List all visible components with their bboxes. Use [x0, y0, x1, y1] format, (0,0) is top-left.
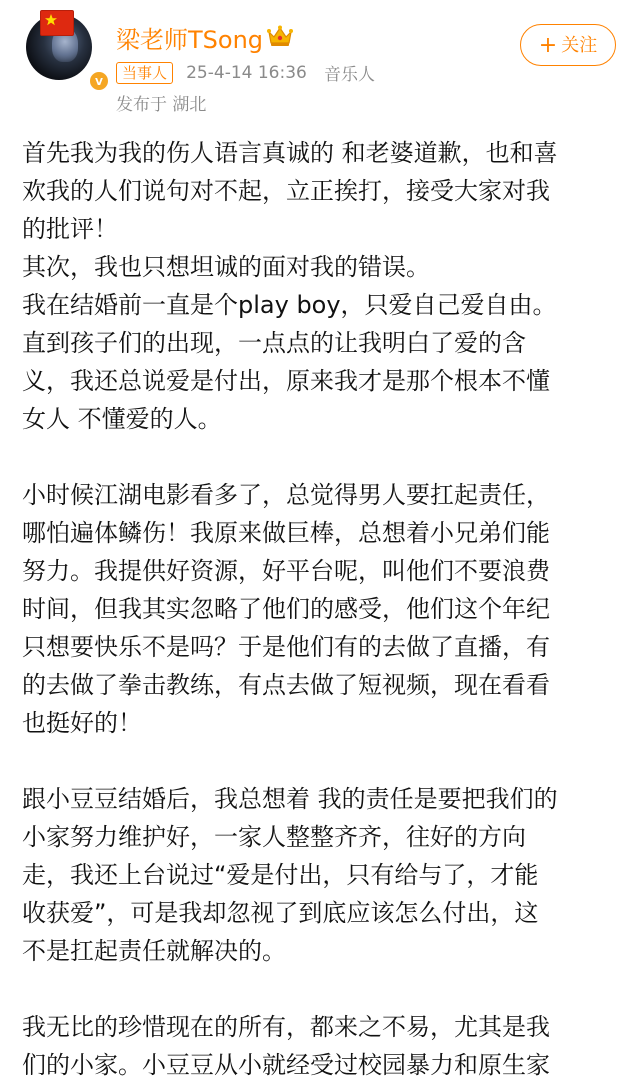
post-source: 音乐人 — [323, 65, 375, 85]
timestamp: 25-4-14 16:36 — [186, 62, 307, 83]
post-text-line: 女人 不懂爱的人。 — [22, 405, 222, 433]
post-text-line: 哪怕遍体鳞伤！我原来做巨棒，总想着小兄弟们能 — [22, 519, 550, 547]
post-text-line: 努力。我提供好资源，好平台呢，叫他们不要浪费 — [22, 557, 550, 585]
post-location: 发布于 湖北 — [116, 95, 207, 115]
post-header — [0, 0, 640, 120]
avatar-container[interactable] — [20, 8, 103, 88]
post-text-line: 义，我还总说爱是付出，原来我才是那个根本不懂 — [22, 367, 550, 395]
post-text-line: 我无比的珍惜现在的所有，都来之不易，尤其是我 — [22, 1013, 550, 1041]
follow-label: 关注 — [561, 35, 598, 56]
svg-text:V: V — [95, 77, 103, 87]
china-flag-icon — [40, 10, 74, 36]
status-badge: 当事人 — [116, 62, 173, 84]
post-content — [22, 134, 622, 1084]
flag-star-icon — [44, 13, 58, 27]
post-text-line: 欢我的人们说句对不起，立正挨打，接受大家对我 — [22, 177, 550, 205]
post-text-line: 走，我还上台说过“爱是付出，只有给与了，才能 — [22, 861, 539, 889]
follow-button[interactable] — [520, 24, 616, 66]
paragraph-gap — [22, 970, 622, 1008]
post-text-line: 只想要快乐不是吗？于是他们有的去做了直播，有 — [22, 633, 550, 661]
post-text-line: 的批评！ — [22, 215, 118, 243]
crown-icon — [266, 24, 294, 48]
post-text-line: 直到孩子们的出现，一点点的让我明白了爱的含 — [22, 329, 526, 357]
post-text-line: 也挺好的！ — [22, 709, 142, 737]
paragraph-gap — [22, 742, 622, 780]
post-text-line: 首先我为我的伤人语言真诚的 和老婆道歉，也和喜 — [22, 139, 558, 167]
post-text-line: 其次，我也只想坦诚的面对我的错误。 — [22, 253, 430, 281]
post-meta — [116, 60, 387, 84]
username[interactable]: 梁老师TSong — [116, 26, 264, 54]
post-text-line: 跟小豆豆结婚后，我总想着 我的责任是要把我们的 — [22, 785, 558, 813]
post-text-line: 我在结婚前一直是个play boy，只爱自己爱自由。 — [22, 291, 557, 319]
post-text-line: 收获爱”，可是我却忽视了到底应该怎么付出，这 — [22, 899, 539, 927]
post-text-line: 时间，但我其实忽略了他们的感受，他们这个年纪 — [22, 595, 550, 623]
post-text-line: 小家努力维护好，一家人整整齐齐，往好的方向 — [22, 823, 526, 851]
post-text-line: 不是扛起责任就解决的。 — [22, 937, 286, 965]
post-text-line: 的去做了拳击教练，有点去做了短视频，现在看看 — [22, 671, 550, 699]
plus-icon: + — [538, 33, 558, 58]
post-text-line: 们的小家。小豆豆从小就经受过校园暴力和原生家 — [22, 1051, 550, 1079]
post-text-line: 小时候江湖电影看多了，总觉得男人要扛起责任， — [22, 481, 550, 509]
verified-badge-icon — [88, 70, 110, 92]
paragraph-gap — [22, 438, 622, 476]
